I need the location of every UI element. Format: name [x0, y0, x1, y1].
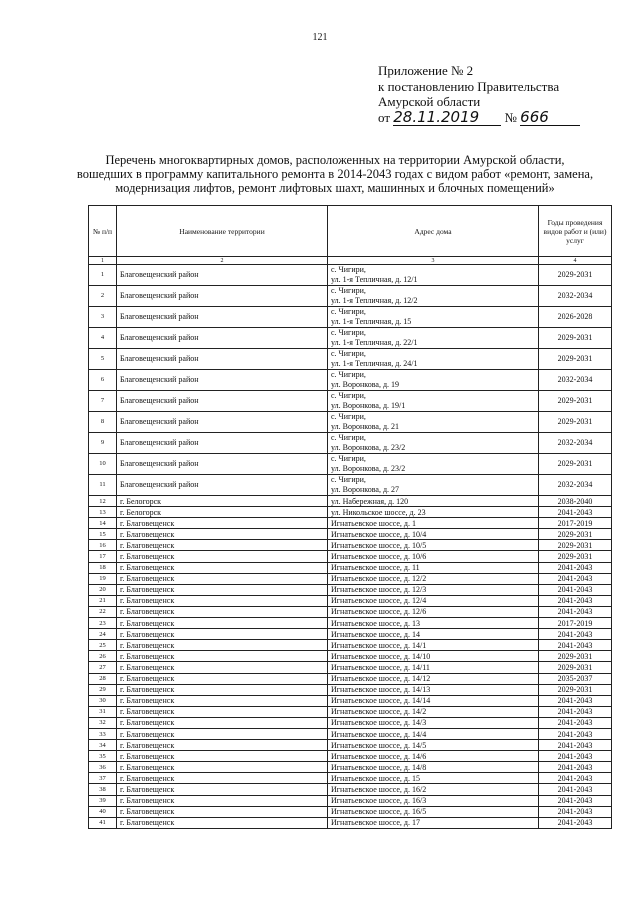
row-number: 31	[89, 706, 117, 717]
address-line: Игнатьевское шоссе, д. 12/4	[331, 596, 427, 606]
address-line: Игнатьевское шоссе, д. 10/6	[331, 552, 427, 562]
row-years: 2017-2019	[539, 618, 612, 629]
row-address	[328, 784, 539, 795]
table-row	[89, 706, 612, 717]
row-number: 20	[89, 584, 117, 595]
row-number: 27	[89, 662, 117, 673]
row-years: 2032-2034	[539, 286, 612, 307]
row-address	[328, 629, 539, 640]
address-line: Игнатьевское шоссе, д. 16/2	[331, 784, 427, 794]
table-row	[89, 349, 612, 370]
table-row	[89, 412, 612, 433]
row-address	[328, 584, 539, 595]
row-address	[328, 795, 539, 806]
table-row	[89, 651, 612, 662]
table-row	[89, 662, 612, 673]
houses-table	[88, 205, 612, 829]
row-territory: Благовещенский район	[117, 412, 328, 433]
row-territory: Благовещенский район	[117, 265, 328, 286]
address-line: с. Чигири,	[331, 433, 366, 442]
row-number: 37	[89, 773, 117, 784]
column-index: 4	[539, 257, 612, 265]
row-territory: г. Благовещенск	[117, 795, 328, 806]
row-years: 2038-2040	[539, 496, 612, 507]
row-years: 2041-2043	[539, 717, 612, 728]
address-line: с. Чигири,	[331, 328, 366, 337]
address-line: Игнатьевское шоссе, д. 12/6	[331, 607, 427, 617]
row-number: 28	[89, 673, 117, 684]
row-years: 2041-2043	[539, 751, 612, 762]
row-address	[328, 307, 539, 328]
row-years: 2041-2043	[539, 728, 612, 739]
address-line: Игнатьевское шоссе, д. 10/4	[331, 529, 427, 539]
table-row	[89, 328, 612, 349]
address-line: с. Чигири,	[331, 454, 366, 463]
row-territory: г. Белогорск	[117, 507, 328, 518]
address-line: Игнатьевское шоссе, д. 14/11	[331, 662, 430, 672]
row-address	[328, 706, 539, 717]
address-line: Игнатьевское шоссе, д. 10/5	[331, 540, 427, 550]
row-years: 2041-2043	[539, 584, 612, 595]
table-row	[89, 496, 612, 507]
row-territory: г. Благовещенск	[117, 540, 328, 551]
row-number: 41	[89, 817, 117, 828]
table-row	[89, 717, 612, 728]
address-line: Игнатьевское шоссе, д. 14	[331, 629, 420, 639]
row-territory: г. Благовещенск	[117, 673, 328, 684]
table-row	[89, 640, 612, 651]
row-number: 13	[89, 507, 117, 518]
row-number: 14	[89, 518, 117, 529]
row-number: 21	[89, 595, 117, 606]
row-territory: г. Благовещенск	[117, 573, 328, 584]
address-line: Игнатьевское шоссе, д. 15	[331, 773, 420, 783]
row-address	[328, 349, 539, 370]
address-line: ул. 1-я Тепличная, д. 24/1	[331, 359, 418, 368]
row-address	[328, 695, 539, 706]
address-line: ул. 1-я Тепличная, д. 12/2	[331, 296, 418, 305]
row-address	[328, 475, 539, 496]
row-territory: г. Благовещенск	[117, 817, 328, 828]
address-line: ул. 1-я Тепличная, д. 22/1	[331, 338, 418, 347]
address-line: с. Чигири,	[331, 349, 366, 358]
header-address: Адрес дома	[328, 206, 539, 257]
address-line: ул. 1-я Тепличная, д. 12/1	[331, 275, 418, 284]
row-territory: г. Благовещенск	[117, 695, 328, 706]
address-line: ул. Воронкова, д. 19/1	[331, 401, 406, 410]
row-years: 2029-2031	[539, 684, 612, 695]
row-number: 33	[89, 728, 117, 739]
table-row	[89, 540, 612, 551]
table-row	[89, 695, 612, 706]
table-row	[89, 595, 612, 606]
address-line: с. Чигири,	[331, 475, 366, 484]
appendix-block	[378, 63, 580, 126]
row-territory: г. Благовещенск	[117, 684, 328, 695]
table-row	[89, 817, 612, 828]
row-address	[328, 412, 539, 433]
table-row	[89, 551, 612, 562]
address-line: ул. Никольское шоссе, д. 23	[331, 507, 426, 517]
row-address	[328, 673, 539, 684]
address-line: Игнатьевское шоссе, д. 14/13	[331, 685, 431, 695]
row-years: 2026-2028	[539, 307, 612, 328]
column-index: 2	[117, 257, 328, 265]
row-territory: г. Благовещенск	[117, 562, 328, 573]
address-line: ул. Воронкова, д. 21	[331, 422, 400, 431]
row-address	[328, 370, 539, 391]
row-territory: г. Благовещенск	[117, 551, 328, 562]
address-line: Игнатьевское шоссе, д. 14/1	[331, 640, 427, 650]
row-territory: г. Благовещенск	[117, 728, 328, 739]
row-address	[328, 662, 539, 673]
row-number: 6	[89, 370, 117, 391]
row-territory: г. Белогорск	[117, 496, 328, 507]
title-line: Перечень многоквартирных домов, расположенных на территории Амурской области,	[105, 153, 565, 167]
row-address	[328, 651, 539, 662]
row-number: 15	[89, 529, 117, 540]
row-address	[328, 606, 539, 617]
row-address	[328, 265, 539, 286]
address-line: с. Чигири,	[331, 412, 366, 421]
address-line: ул. Воронкова, д. 27	[331, 485, 400, 494]
address-line: Игнатьевское шоссе, д. 14/12	[331, 674, 431, 684]
table-row	[89, 433, 612, 454]
table-row	[89, 684, 612, 695]
row-number: 16	[89, 540, 117, 551]
row-years: 2041-2043	[539, 706, 612, 717]
row-number: 4	[89, 328, 117, 349]
row-territory: Благовещенский район	[117, 307, 328, 328]
row-address	[328, 551, 539, 562]
row-address	[328, 562, 539, 573]
row-number: 10	[89, 454, 117, 475]
row-number: 7	[89, 391, 117, 412]
row-number: 11	[89, 475, 117, 496]
appendix-decree: к постановлению Правительства	[378, 78, 560, 94]
page-number: 121	[312, 32, 328, 43]
table-row	[89, 751, 612, 762]
address-line: Игнатьевское шоссе, д. 14/5	[331, 740, 427, 750]
header-territory: Наименование территории	[117, 206, 328, 257]
row-address	[328, 540, 539, 551]
address-line: ул. Воронкова, д. 23/2	[331, 443, 406, 452]
row-years: 2041-2043	[539, 573, 612, 584]
table-row	[89, 795, 612, 806]
table-row	[89, 728, 612, 739]
address-line: с. Чигири,	[331, 265, 366, 274]
table-row	[89, 286, 612, 307]
address-line: Игнатьевское шоссе, д. 14/6	[331, 751, 427, 761]
appendix-date-line	[378, 107, 580, 127]
address-line: Игнатьевское шоссе, д. 14/2	[331, 707, 427, 717]
row-territory: Благовещенский район	[117, 454, 328, 475]
address-line: с. Чигири,	[331, 370, 366, 379]
row-number: 24	[89, 629, 117, 640]
table-row	[89, 606, 612, 617]
row-number: 32	[89, 717, 117, 728]
table-row	[89, 391, 612, 412]
row-address	[328, 595, 539, 606]
row-territory: г. Благовещенск	[117, 518, 328, 529]
table-row	[89, 518, 612, 529]
address-line: Игнатьевское шоссе, д. 12/3	[331, 585, 427, 595]
row-territory: Благовещенский район	[117, 370, 328, 391]
table-row	[89, 618, 612, 629]
row-address	[328, 762, 539, 773]
address-line: Игнатьевское шоссе, д. 14/10	[331, 651, 431, 661]
address-line: Игнатьевское шоссе, д. 13	[331, 618, 420, 628]
row-years: 2029-2031	[539, 529, 612, 540]
table-row	[89, 562, 612, 573]
table-header-row	[89, 206, 612, 257]
row-years: 2041-2043	[539, 773, 612, 784]
row-years: 2041-2043	[539, 784, 612, 795]
row-address	[328, 740, 539, 751]
number-prefix: №	[504, 109, 517, 125]
row-years: 2029-2031	[539, 651, 612, 662]
table-row	[89, 475, 612, 496]
row-years: 2041-2043	[539, 640, 612, 651]
address-line: Игнатьевское шоссе, д. 14/4	[331, 729, 427, 739]
row-territory: г. Благовещенск	[117, 762, 328, 773]
row-address	[328, 529, 539, 540]
table-row	[89, 265, 612, 286]
row-years: 2032-2034	[539, 475, 612, 496]
row-number: 18	[89, 562, 117, 573]
address-line: Игнатьевское шоссе, д. 11	[331, 563, 420, 573]
address-line: Игнатьевское шоссе, д. 1	[331, 518, 416, 528]
row-address	[328, 573, 539, 584]
row-territory: г. Благовещенск	[117, 529, 328, 540]
table-row	[89, 762, 612, 773]
row-territory: г. Благовещенск	[117, 662, 328, 673]
row-years: 2041-2043	[539, 595, 612, 606]
row-territory: Благовещенский район	[117, 475, 328, 496]
row-address	[328, 433, 539, 454]
table-row	[89, 584, 612, 595]
row-years: 2029-2031	[539, 349, 612, 370]
address-line: Игнатьевское шоссе, д. 16/3	[331, 796, 427, 806]
row-address	[328, 518, 539, 529]
row-territory: г. Благовещенск	[117, 806, 328, 817]
table-row	[89, 673, 612, 684]
appendix-region: Амурской области	[378, 94, 481, 109]
table-row	[89, 307, 612, 328]
row-years: 2041-2043	[539, 795, 612, 806]
row-territory: Благовещенский район	[117, 328, 328, 349]
row-address	[328, 454, 539, 475]
row-address	[328, 684, 539, 695]
address-line: Игнатьевское шоссе, д. 17	[331, 818, 420, 828]
row-territory: г. Благовещенск	[117, 595, 328, 606]
row-number: 17	[89, 551, 117, 562]
row-years: 2041-2043	[539, 562, 612, 573]
row-number: 40	[89, 806, 117, 817]
row-territory: г. Благовещенск	[117, 751, 328, 762]
row-territory: Благовещенский район	[117, 286, 328, 307]
row-years: 2029-2031	[539, 412, 612, 433]
row-years: 2041-2043	[539, 695, 612, 706]
row-number: 30	[89, 695, 117, 706]
row-number: 12	[89, 496, 117, 507]
appendix-title: Приложение № 2	[378, 63, 474, 78]
row-territory: г. Благовещенск	[117, 740, 328, 751]
row-years: 2032-2034	[539, 370, 612, 391]
row-years: 2029-2031	[539, 551, 612, 562]
row-years: 2032-2034	[539, 433, 612, 454]
row-years: 2041-2043	[539, 817, 612, 828]
row-number: 3	[89, 307, 117, 328]
row-years: 2041-2043	[539, 629, 612, 640]
row-number: 1	[89, 265, 117, 286]
row-number: 2	[89, 286, 117, 307]
address-line: с. Чигири,	[331, 391, 366, 400]
row-address	[328, 751, 539, 762]
row-number: 34	[89, 740, 117, 751]
row-number: 8	[89, 412, 117, 433]
table-row	[89, 806, 612, 817]
address-line: Игнатьевское шоссе, д. 14/3	[331, 718, 427, 728]
row-number: 22	[89, 606, 117, 617]
title-line: модернизация лифтов, ремонт лифтовых шахт, машинных и блочных помещений»	[115, 181, 555, 195]
row-address	[328, 618, 539, 629]
row-address	[328, 496, 539, 507]
row-number: 26	[89, 651, 117, 662]
row-years: 2017-2019	[539, 518, 612, 529]
title-line: вошедших в программу капитального ремонта в 2014-2043 годах с видом работ «ремонт, замена,	[76, 167, 594, 181]
address-line: Игнатьевское шоссе, д. 14/8	[331, 762, 427, 772]
table-row	[89, 507, 612, 518]
address-line: с. Чигири,	[331, 286, 366, 295]
row-territory: г. Благовещенск	[117, 640, 328, 651]
row-years: 2029-2031	[539, 662, 612, 673]
table-row	[89, 454, 612, 475]
row-territory: г. Благовещенск	[117, 784, 328, 795]
row-address	[328, 328, 539, 349]
row-years: 2029-2031	[539, 328, 612, 349]
address-line: Игнатьевское шоссе, д. 12/2	[331, 574, 427, 584]
row-address	[328, 728, 539, 739]
row-territory: г. Благовещенск	[117, 584, 328, 595]
header-years: Годы проведения видов работ и (или) услуг	[539, 206, 612, 257]
address-line: ул. Воронкова, д. 23/2	[331, 464, 406, 473]
column-index-row	[89, 257, 612, 265]
row-territory: г. Благовещенск	[117, 618, 328, 629]
row-years: 2041-2043	[539, 740, 612, 751]
row-years: 2041-2043	[539, 762, 612, 773]
row-number: 39	[89, 795, 117, 806]
row-years: 2029-2031	[539, 391, 612, 412]
row-address	[328, 640, 539, 651]
decree-date: 28.11.2019	[393, 107, 480, 126]
document-title	[60, 153, 610, 195]
row-address	[328, 391, 539, 412]
row-number: 36	[89, 762, 117, 773]
row-territory: Благовещенский район	[117, 349, 328, 370]
address-line: ул. Воронкова, д. 19	[331, 380, 400, 389]
address-line: Игнатьевское шоссе, д. 14/14	[331, 696, 431, 706]
row-address	[328, 507, 539, 518]
table-row	[89, 773, 612, 784]
row-years: 2029-2031	[539, 265, 612, 286]
row-years: 2041-2043	[539, 606, 612, 617]
table-row	[89, 740, 612, 751]
row-years: 2041-2043	[539, 806, 612, 817]
row-number: 19	[89, 573, 117, 584]
column-index: 3	[328, 257, 539, 265]
row-address	[328, 717, 539, 728]
column-index: 1	[89, 257, 117, 265]
row-years: 2029-2031	[539, 540, 612, 551]
row-territory: г. Благовещенск	[117, 606, 328, 617]
row-address	[328, 817, 539, 828]
row-address	[328, 286, 539, 307]
row-territory: г. Благовещенск	[117, 717, 328, 728]
address-line: ул. Набережная, д. 120	[331, 496, 409, 506]
row-years: 2035-2037	[539, 673, 612, 684]
row-number: 29	[89, 684, 117, 695]
table-row	[89, 529, 612, 540]
decree-number: 666	[520, 107, 549, 126]
table-row	[89, 370, 612, 391]
row-number: 5	[89, 349, 117, 370]
row-number: 38	[89, 784, 117, 795]
table-row	[89, 784, 612, 795]
row-number: 9	[89, 433, 117, 454]
row-territory: г. Благовещенск	[117, 773, 328, 784]
row-territory: Благовещенский район	[117, 433, 328, 454]
address-line: с. Чигири,	[331, 307, 366, 316]
row-territory: г. Благовещенск	[117, 706, 328, 717]
row-number: 25	[89, 640, 117, 651]
row-number: 35	[89, 751, 117, 762]
header-num: № п/п	[89, 206, 117, 257]
table-row	[89, 573, 612, 584]
row-address	[328, 773, 539, 784]
address-line: Игнатьевское шоссе, д. 16/5	[331, 807, 427, 817]
row-territory: г. Благовещенск	[117, 629, 328, 640]
row-years: 2029-2031	[539, 454, 612, 475]
row-address	[328, 806, 539, 817]
date-prefix: от	[378, 109, 391, 125]
row-territory: Благовещенский район	[117, 391, 328, 412]
address-line: ул. 1-я Тепличная, д. 15	[331, 317, 412, 326]
table-row	[89, 629, 612, 640]
row-years: 2041-2043	[539, 507, 612, 518]
row-number: 23	[89, 618, 117, 629]
row-territory: г. Благовещенск	[117, 651, 328, 662]
